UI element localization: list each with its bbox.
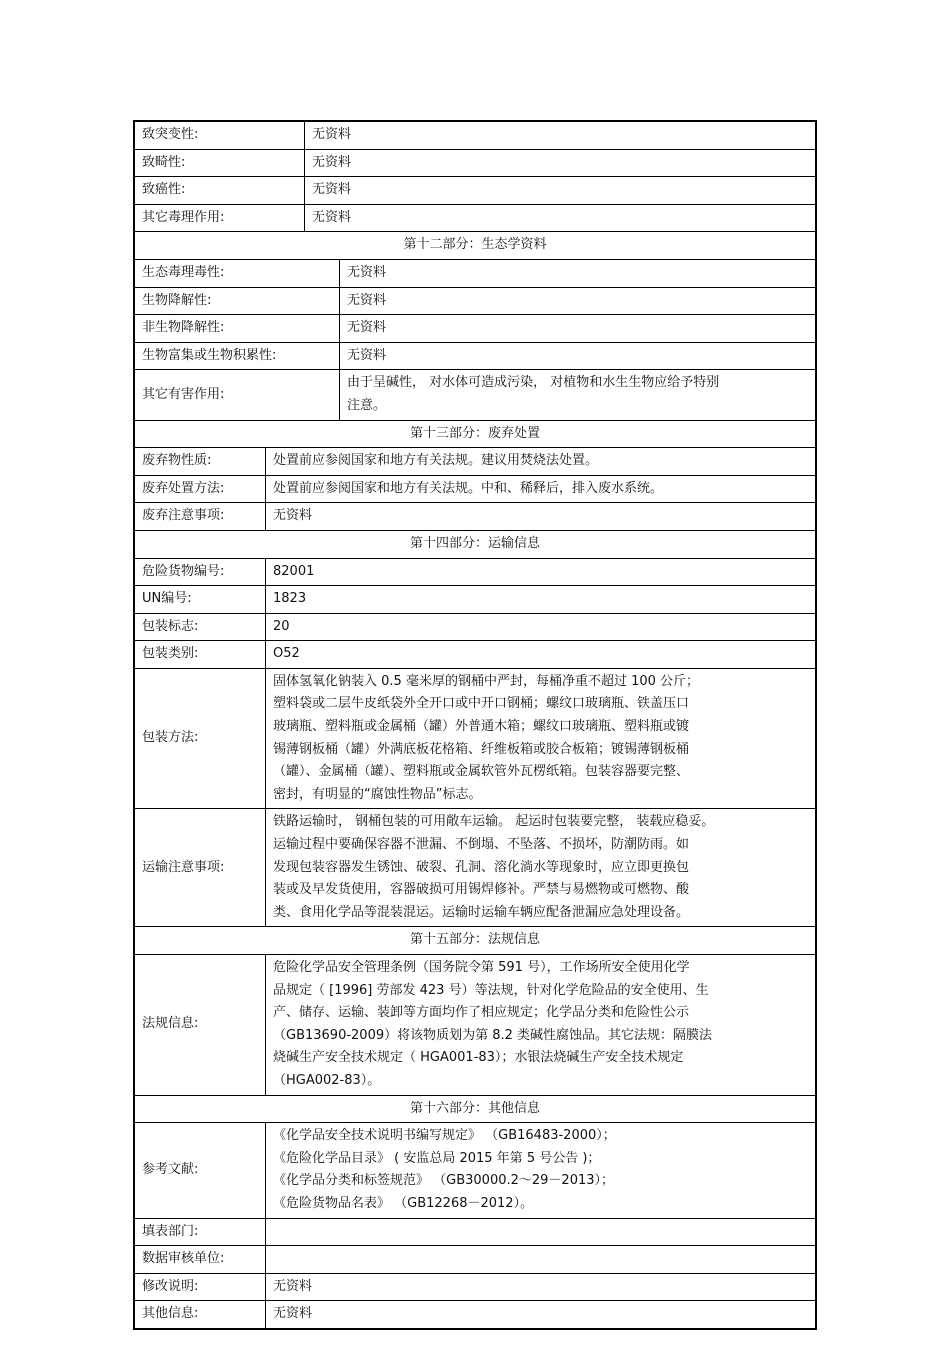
value-line: 类、食用化学品等混装混运。运输时运输车辆应配备泄漏应急处理设备。: [273, 904, 690, 920]
table-row: [135, 342, 815, 370]
row-value: 无资料: [347, 292, 387, 308]
value-line: 塑料袋或二层牛皮纸袋外全开口或中开口钢桶；螺纹口玻璃瓶、铁盖压口: [273, 696, 690, 712]
row-label: 数据审核单位:: [135, 1246, 266, 1273]
row-value: 1823: [273, 591, 307, 607]
value-line: 玻璃瓶、塑料瓶或金属桶（罐）外普通木箱；螺纹口玻璃瓶、塑料瓶或镀: [273, 719, 690, 735]
section-header: [135, 420, 815, 448]
row-value: [266, 809, 815, 926]
row-value: 处置前应参阅国家和地方有关法规。中和、稀释后，排入废水系统。: [273, 480, 664, 496]
table-row: [135, 808, 815, 926]
row-value: 无资料: [273, 1278, 313, 1294]
row-label: 参考文献:: [135, 1123, 266, 1217]
row-label: 生态毒理毒性:: [135, 260, 340, 287]
value-line: 锡薄钢板桶（罐）外满底板花格箱、纤维板箱或胶合板箱；镀锡薄钢板桶: [273, 741, 690, 757]
section-title: 第十四部分：运输信息: [409, 535, 540, 551]
row-label: 废弃物性质:: [135, 448, 266, 475]
value-line: 品规定（ [1996] 劳部发 423 号）等法规，针对化学危险品的安全使用、生: [273, 982, 709, 998]
row-value: 82001: [273, 563, 315, 579]
row-label: 运输注意事项:: [135, 809, 266, 926]
table-row: [135, 558, 815, 586]
value-line: 发现包装容器发生锈蚀、破裂、孔洞、溶化淌水等现象时，应立即更换包: [273, 859, 690, 875]
row-value: [266, 1246, 815, 1273]
row-value: 无资料: [347, 320, 387, 336]
table-row: [135, 640, 815, 668]
table-row: [135, 668, 815, 809]
row-value: 无资料: [312, 182, 352, 198]
row-label: 法规信息:: [135, 955, 266, 1095]
section-header: [135, 1095, 815, 1123]
row-value: 20: [273, 618, 290, 634]
value-line: 密封，有明显的“腐蚀性物品”标志。: [273, 786, 482, 802]
row-label: 致突变性:: [135, 122, 305, 149]
row-value: 无资料: [312, 209, 352, 225]
section-title: 第十二部分：生态学资料: [403, 237, 547, 253]
msds-table: [133, 120, 817, 1330]
row-value: 无资料: [347, 264, 387, 280]
value-line: 装或及早发货使用，容器破损可用锡焊修补。严禁与易燃物或可燃物、酸: [273, 882, 690, 898]
row-label: 填表部门:: [135, 1219, 266, 1246]
row-label: 其它有害作用:: [135, 370, 340, 419]
table-row: [135, 1273, 815, 1301]
row-value: 处置前应参阅国家和地方有关法规。建议用焚烧法处置。: [273, 453, 599, 469]
table-row: [135, 314, 815, 342]
value-line: （罐）、金属桶（罐）、塑料瓶或金属软管外瓦楞纸箱。包装容器要完整、: [273, 764, 690, 780]
row-label: 非生物降解性:: [135, 315, 340, 342]
section-title: 第十三部分：废弃处置: [409, 425, 540, 441]
value-line: 《危险化学品目录》 ( 安监总局 2015 年第 5 号公告 )；: [273, 1150, 601, 1166]
row-value: 无资料: [312, 154, 352, 170]
value-line: 产、储存、运输、装卸等方面均作了相应规定；化学品分类和危险性公示: [273, 1005, 690, 1021]
row-value: [266, 955, 815, 1095]
value-line: 烧碱生产安全技术规定（ HGA001-83）；水银法烧碱生产安全技术规定: [273, 1050, 684, 1066]
section-title: 第十五部分：法规信息: [409, 932, 540, 948]
value-line: 危险化学品安全管理条例（国务院令第 591 号），工作场所安全使用化学: [273, 960, 690, 975]
value-line: 固体氢氧化钠装入 0.5 毫米厚的钢桶中严封，每桶净重不超过 100 公斤；: [273, 673, 700, 689]
table-row: [135, 502, 815, 530]
table-row: [135, 1245, 815, 1273]
section-header: [135, 926, 815, 954]
row-label: 生物降解性:: [135, 288, 340, 315]
value-line: 《化学品安全技术说明书编写规定》 （GB16483-2000）；: [273, 1128, 616, 1144]
table-row: [135, 176, 815, 204]
row-label: 废弃注意事项:: [135, 503, 266, 530]
section-header: [135, 231, 815, 259]
row-label: 包装标志:: [135, 614, 266, 641]
row-label: 致畸性:: [135, 150, 305, 177]
table-row: [135, 447, 815, 475]
value-line: 运输过程中要确保容器不泄漏、不倒塌、不坠落、不损坏，防潮防雨。如: [273, 837, 690, 853]
row-label: 包装方法:: [135, 669, 266, 809]
table-row: [135, 954, 815, 1095]
value-line: （GB13690-2009）将该物质划为第 8.2 类碱性腐蚀品。其它法规：隔膜法: [273, 1027, 713, 1043]
row-value: [340, 370, 815, 419]
section-header: [135, 530, 815, 558]
row-value: [266, 1219, 815, 1246]
value-line: 《化学品分类和标签规范》 （GB30000.2～29－2013）；: [273, 1173, 615, 1189]
table-row: [135, 1122, 815, 1217]
table-row: [135, 259, 815, 287]
row-label: 废弃处置方法:: [135, 476, 266, 503]
section-title: 第十六部分：其他信息: [409, 1100, 540, 1116]
row-value: O52: [273, 646, 300, 662]
value-line: （HGA002-83）。: [273, 1072, 381, 1088]
row-value: 无资料: [347, 347, 387, 363]
table-row: [135, 1218, 815, 1246]
row-label: 生物富集或生物积累性:: [135, 343, 340, 370]
row-label: 致癌性:: [135, 177, 305, 204]
row-label: 其它毒理作用:: [135, 205, 305, 232]
row-label: 修改说明:: [135, 1274, 266, 1301]
row-value: 无资料: [273, 508, 313, 524]
table-row: [135, 287, 815, 315]
row-value: 无资料: [273, 1306, 313, 1322]
table-row: [135, 204, 815, 232]
value-line: 由于呈碱性， 对水体可造成污染， 对植物和水生生物应给予特别: [347, 375, 720, 391]
table-row: [135, 1300, 815, 1328]
row-label: 包装类别:: [135, 641, 266, 668]
value-line: 铁路运输时， 钢桶包装的可用敞车运输。 起运时包装要完整， 装载应稳妥。: [273, 814, 715, 830]
table-row: [135, 613, 815, 641]
value-line: 注意。: [347, 397, 387, 413]
row-value: [266, 669, 815, 809]
table-row: [135, 369, 815, 419]
value-line: 《危险货物品名表》 （GB12268－2012）。: [273, 1195, 534, 1211]
table-row: [135, 585, 815, 613]
table-row: [135, 122, 815, 149]
row-value: 无资料: [312, 127, 352, 142]
row-label: 其他信息:: [135, 1301, 266, 1328]
row-label: UN编号:: [135, 586, 266, 613]
row-value: [266, 1123, 815, 1217]
row-label: 危险货物编号:: [135, 559, 266, 586]
table-row: [135, 149, 815, 177]
table-row: [135, 475, 815, 503]
